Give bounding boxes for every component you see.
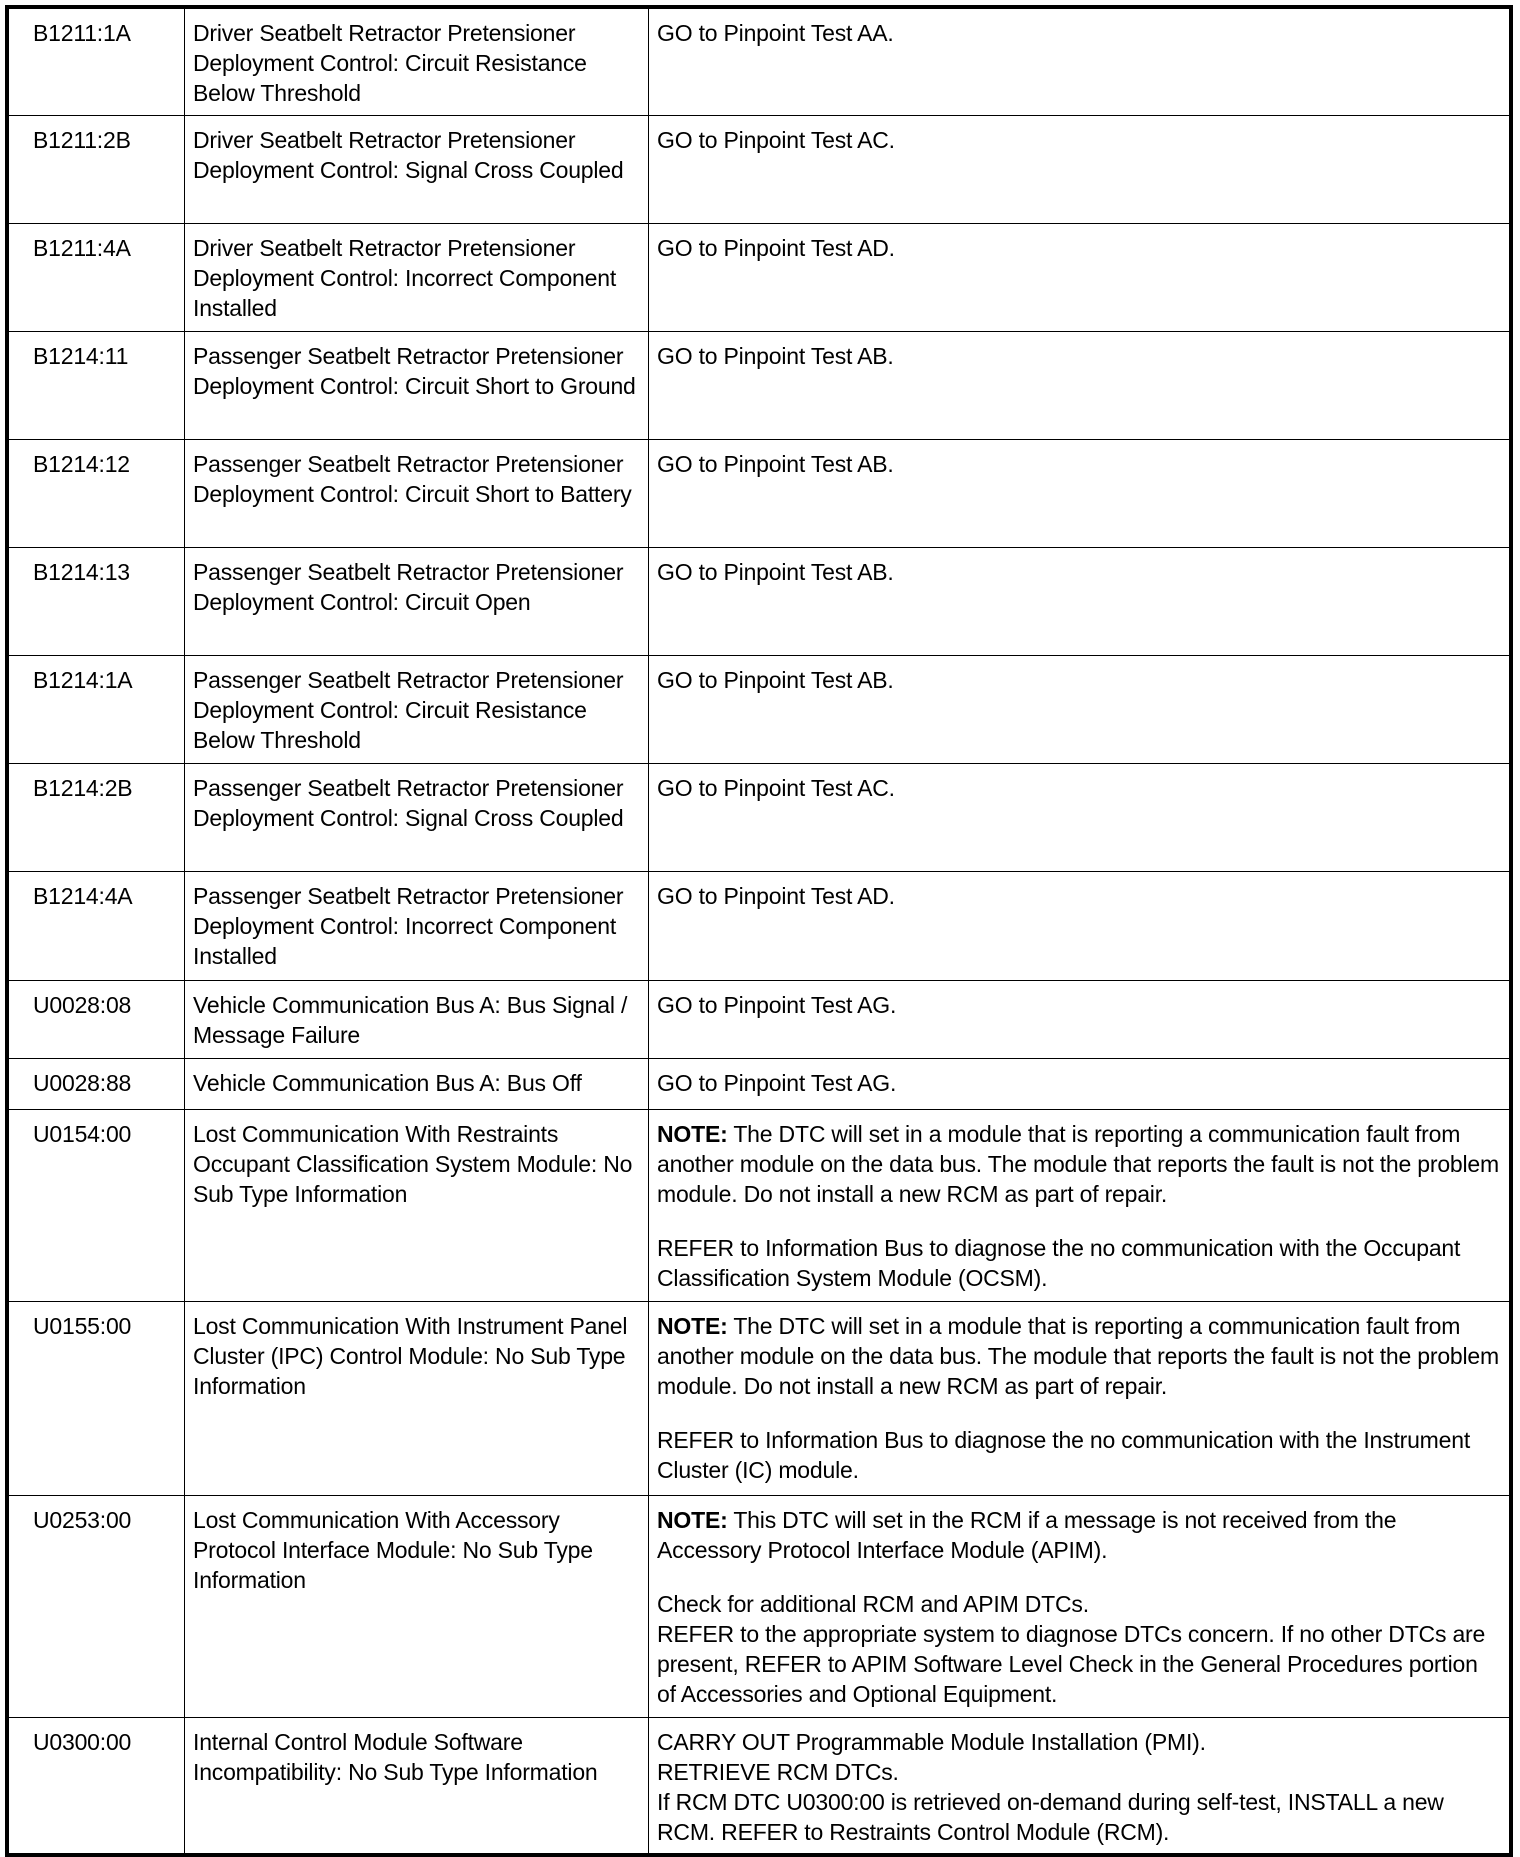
dtc-code: B1214:11 <box>7 331 185 439</box>
action-text: This DTC will set in the RCM if a message is not received from the Accessory Protocol Interface Module (APIM). <box>657 1506 1397 1563</box>
action-paragraph <box>657 1119 1501 1209</box>
table-row <box>7 223 1511 331</box>
action-text: The DTC will set in a module that is reporting a communication fault from another module on the data bus. The module that reports the fault is not the problem module. Do not install a new RCM as part of repair. <box>657 1120 1499 1207</box>
action-paragraph <box>657 1589 1501 1619</box>
action-paragraph <box>657 341 1501 371</box>
action-text: GO to Pinpoint Test AC. <box>657 126 895 153</box>
action-paragraph <box>657 233 1501 263</box>
table-row <box>7 1495 1511 1717</box>
note-label: NOTE: <box>657 1506 728 1533</box>
action-paragraph <box>657 557 1501 587</box>
action-paragraph <box>657 1757 1501 1787</box>
dtc-code: B1214:13 <box>7 547 185 655</box>
action-text: GO to Pinpoint Test AD. <box>657 882 895 909</box>
action-cell <box>649 1058 1512 1109</box>
action-text: GO to Pinpoint Test AB. <box>657 558 894 585</box>
dtc-code: U0155:00 <box>7 1301 185 1495</box>
action-text: GO to Pinpoint Test AA. <box>657 20 894 46</box>
table-row <box>7 7 1511 115</box>
action-text: If RCM DTC U0300:00 is retrieved on-demand during self-test, INSTALL a new RCM. REFER to Restraints Control Module (RCM). <box>657 1788 1444 1845</box>
action-cell <box>649 115 1512 223</box>
dtc-description: Passenger Seatbelt Retractor Pretensioner Deployment Control: Circuit Resistance Below Threshold <box>185 655 649 763</box>
action-paragraph <box>657 1619 1501 1709</box>
dtc-description: Lost Communication With Restraints Occupant Classification System Module: No Sub Type Information <box>185 1109 649 1301</box>
table-row <box>7 871 1511 980</box>
table-row <box>7 115 1511 223</box>
action-paragraph <box>657 1425 1501 1485</box>
dtc-description: Passenger Seatbelt Retractor Pretensioner Deployment Control: Incorrect Component Installed <box>185 871 649 980</box>
action-cell <box>649 980 1512 1058</box>
action-text: GO to Pinpoint Test AG. <box>657 1069 897 1096</box>
action-paragraph <box>657 1233 1501 1293</box>
dtc-code: U0028:88 <box>7 1058 185 1109</box>
action-text: REFER to the appropriate system to diagnose DTCs concern. If no other DTCs are present, REFER to APIM Software Level Check in the General Procedures portion of Accessories and Optional Equipment. <box>657 1620 1486 1707</box>
table-row <box>7 655 1511 763</box>
dtc-code: U0253:00 <box>7 1495 185 1717</box>
action-text: GO to Pinpoint Test AC. <box>657 774 895 801</box>
action-paragraph <box>657 18 1501 48</box>
dtc-table <box>5 5 1513 1857</box>
action-text: The DTC will set in a module that is reporting a communication fault from another module on the data bus. The module that reports the fault is not the problem module. Do not install a new RCM as part of repair. <box>657 1312 1499 1399</box>
action-paragraph <box>657 881 1501 911</box>
table-row <box>7 547 1511 655</box>
action-cell <box>649 871 1512 980</box>
action-cell <box>649 763 1512 871</box>
action-cell <box>649 1717 1512 1855</box>
action-text: RETRIEVE RCM DTCs. <box>657 1758 899 1785</box>
action-paragraph <box>657 990 1501 1020</box>
dtc-code: B1214:2B <box>7 763 185 871</box>
dtc-description: Lost Communication With Instrument Panel Cluster (IPC) Control Module: No Sub Type Information <box>185 1301 649 1495</box>
table-row <box>7 1717 1511 1855</box>
dtc-code: B1211:4A <box>7 223 185 331</box>
action-text: CARRY OUT Programmable Module Installation (PMI). <box>657 1728 1206 1755</box>
dtc-description: Passenger Seatbelt Retractor Pretensioner Deployment Control: Signal Cross Coupled <box>185 763 649 871</box>
dtc-code: B1214:4A <box>7 871 185 980</box>
action-text: GO to Pinpoint Test AB. <box>657 666 894 693</box>
table-row <box>7 331 1511 439</box>
dtc-code: U0028:08 <box>7 980 185 1058</box>
action-text: GO to Pinpoint Test AG. <box>657 991 897 1018</box>
action-paragraph <box>657 1068 1501 1098</box>
action-paragraph <box>657 449 1501 479</box>
table-row <box>7 1301 1511 1495</box>
dtc-description: Driver Seatbelt Retractor Pretensioner Deployment Control: Signal Cross Coupled <box>185 115 649 223</box>
dtc-code: B1214:12 <box>7 439 185 547</box>
action-cell <box>649 7 1512 115</box>
dtc-description: Passenger Seatbelt Retractor Pretensioner Deployment Control: Circuit Short to Ground <box>185 331 649 439</box>
action-cell <box>649 655 1512 763</box>
dtc-description: Vehicle Communication Bus A: Bus Signal / Message Failure <box>185 980 649 1058</box>
action-cell <box>649 1495 1512 1717</box>
dtc-description: Driver Seatbelt Retractor Pretensioner Deployment Control: Circuit Resistance Below Threshold <box>185 7 649 115</box>
dtc-code: U0300:00 <box>7 1717 185 1855</box>
dtc-description: Passenger Seatbelt Retractor Pretensioner Deployment Control: Circuit Short to Battery <box>185 439 649 547</box>
dtc-code: B1211:1A <box>7 7 185 115</box>
action-paragraph <box>657 773 1501 803</box>
action-text: GO to Pinpoint Test AB. <box>657 342 894 369</box>
action-paragraph <box>657 1727 1501 1757</box>
dtc-description: Driver Seatbelt Retractor Pretensioner Deployment Control: Incorrect Component Installed <box>185 223 649 331</box>
table-row <box>7 1109 1511 1301</box>
action-cell <box>649 223 1512 331</box>
dtc-code: B1214:1A <box>7 655 185 763</box>
action-cell <box>649 547 1512 655</box>
action-paragraph <box>657 1787 1501 1847</box>
note-label: NOTE: <box>657 1120 728 1147</box>
action-text: REFER to Information Bus to diagnose the no communication with the Instrument Cluster (IC) module. <box>657 1426 1471 1483</box>
table-row <box>7 980 1511 1058</box>
dtc-description: Vehicle Communication Bus A: Bus Off <box>185 1058 649 1109</box>
note-label: NOTE: <box>657 1312 728 1339</box>
dtc-description: Internal Control Module Software Incompatibility: No Sub Type Information <box>185 1717 649 1855</box>
action-paragraph <box>657 125 1501 155</box>
action-cell <box>649 439 1512 547</box>
action-text: Check for additional RCM and APIM DTCs. <box>657 1590 1089 1617</box>
action-paragraph <box>657 665 1501 695</box>
action-text: GO to Pinpoint Test AD. <box>657 234 895 261</box>
dtc-description: Lost Communication With Accessory Protocol Interface Module: No Sub Type Information <box>185 1495 649 1717</box>
action-paragraph <box>657 1505 1501 1565</box>
table-row <box>7 439 1511 547</box>
dtc-code: B1211:2B <box>7 115 185 223</box>
action-paragraph <box>657 1311 1501 1401</box>
dtc-code: U0154:00 <box>7 1109 185 1301</box>
action-cell <box>649 331 1512 439</box>
table-row <box>7 763 1511 871</box>
dtc-description: Passenger Seatbelt Retractor Pretensioner Deployment Control: Circuit Open <box>185 547 649 655</box>
action-text: REFER to Information Bus to diagnose the no communication with the Occupant Classification System Module (OCSM). <box>657 1234 1461 1291</box>
action-cell <box>649 1109 1512 1301</box>
action-text: GO to Pinpoint Test AB. <box>657 450 894 477</box>
action-cell <box>649 1301 1512 1495</box>
table-row <box>7 1058 1511 1109</box>
